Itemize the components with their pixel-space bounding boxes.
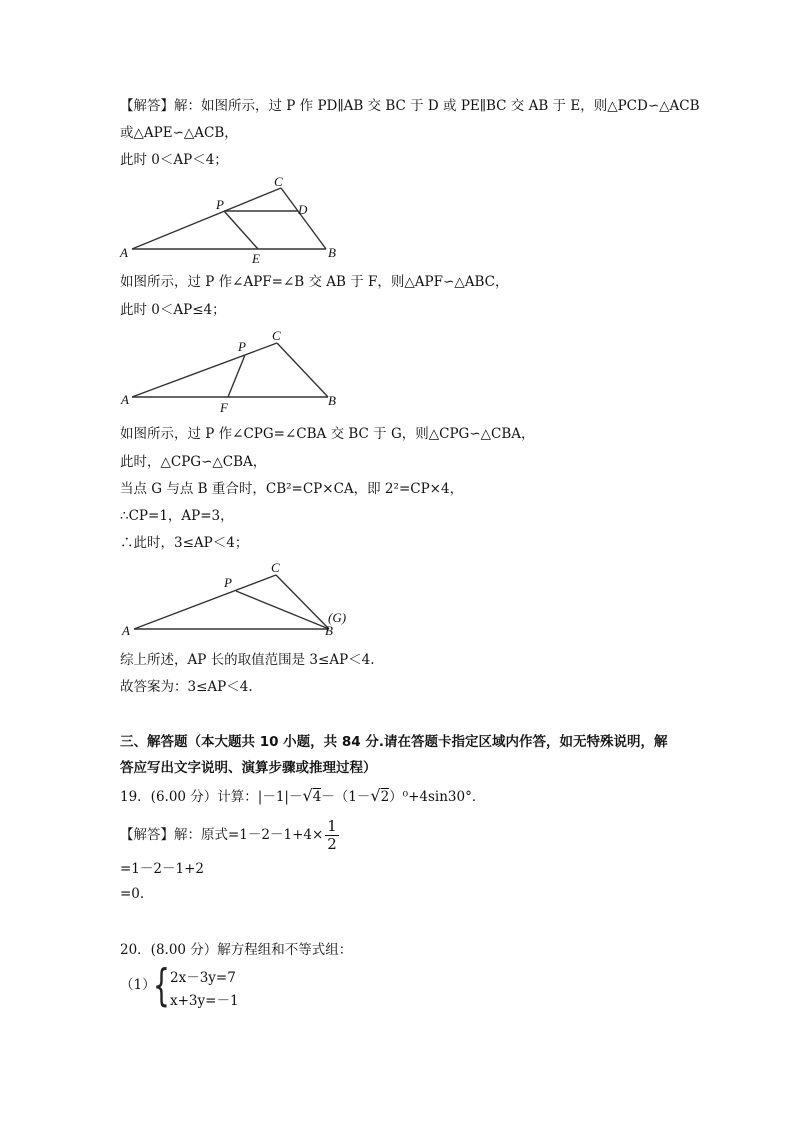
segment-PF xyxy=(228,355,245,397)
label-P: P xyxy=(238,339,246,354)
q19-suffix: ）⁰+4sin30°． xyxy=(389,789,486,805)
label-C: C xyxy=(272,328,281,343)
label-B: B xyxy=(328,245,336,260)
label-P: P xyxy=(224,575,232,590)
segment-CB xyxy=(277,343,328,397)
sqrt-2-radicand: 2 xyxy=(380,789,390,805)
solution-line-5: 此时 0＜AP≤4； xyxy=(120,302,226,318)
label-G: (G) xyxy=(328,610,347,625)
solution-line-3: 此时 0＜AP＜4； xyxy=(120,152,228,168)
segment-PG xyxy=(236,591,329,629)
figure-3-triangle xyxy=(118,560,358,646)
label-A: A xyxy=(121,392,129,407)
q20-part-1-label: （1） xyxy=(120,977,156,993)
sqrt-4: √4 xyxy=(302,786,322,805)
label-C: C xyxy=(274,174,283,189)
label-B: B xyxy=(325,623,333,638)
solution-line-12: 故答案为：3≤AP＜4. xyxy=(120,679,253,695)
solution-line-8: 当点 G 与点 B 重合时，CB²=CP×CA，即 2²=CP×4， xyxy=(120,481,464,497)
q19-prefix: 19．(6.00 分）计算：|－1|－ xyxy=(120,789,303,805)
fraction-numerator: 1 xyxy=(327,817,337,835)
label-F: F xyxy=(220,400,228,415)
section-heading-line-1: 三、解答题（本大题共 10 小题，共 84 分.请在答题卡指定区域内作答，如无特殊说明，解 xyxy=(120,734,668,750)
solution-line-1: 【解答】解：如图所示，过 P 作 PD∥AB 交 BC 于 D 或 PE∥BC 交 AB 于 E，则△PCD∽△ACB xyxy=(120,98,700,114)
segment-AC xyxy=(132,343,277,397)
solution-line-11: 综上所述，AP 长的取值范围是 3≤AP＜4. xyxy=(120,652,375,668)
solution-line-9: ∴CP=1，AP=3， xyxy=(120,508,234,524)
label-A: A xyxy=(122,623,130,638)
label-E: E xyxy=(252,251,260,266)
label-B: B xyxy=(328,393,336,408)
q19-step-1: =1－2－1+2 xyxy=(120,861,204,877)
segment-PE xyxy=(224,211,258,249)
system-equation-1: 2x－3y=7 xyxy=(170,970,236,986)
q19-answer xyxy=(120,818,339,853)
solution-line-4: 如图所示，过 P 作∠APF=∠B 交 AB 于 F，则△APF∽△ABC， xyxy=(120,274,509,290)
label-P: P xyxy=(216,197,224,212)
section-heading-line-2: 答应写出文字说明、演算步骤或推理过程） xyxy=(120,760,377,776)
figure-1-triangle xyxy=(118,174,348,266)
solution-line-7: 此时，△CPG∽△CBA， xyxy=(120,454,267,470)
q19-answer-prefix: 【解答】解：原式=1－2－1+4× xyxy=(120,827,324,843)
question-20-title: 20．(8.00 分）解方程组和不等式组： xyxy=(120,942,353,958)
solution-line-10: ∴此时，3≤AP＜4； xyxy=(120,535,249,551)
system-equation-2: x+3y=－1 xyxy=(170,993,239,1009)
segment-CB xyxy=(281,188,326,249)
fraction-denominator: 2 xyxy=(327,835,337,853)
label-D: D xyxy=(298,202,308,217)
system-brace: { xyxy=(153,960,170,1011)
label-A: A xyxy=(120,245,128,260)
q19-step-2: =0. xyxy=(120,886,145,902)
question-19 xyxy=(120,787,485,806)
solution-line-2: 或△APE∽△ACB， xyxy=(120,125,238,141)
sqrt-4-radicand: 4 xyxy=(312,789,322,805)
figure-2-triangle xyxy=(118,328,348,416)
segment-AC xyxy=(132,188,281,249)
segment-AC xyxy=(134,575,276,629)
segment-CB xyxy=(276,575,329,629)
label-C: C xyxy=(271,560,280,575)
q19-middle: －（1－ xyxy=(321,789,371,805)
fraction-one-half xyxy=(325,818,339,853)
solution-line-6: 如图所示，过 P 作∠CPG=∠CBA 交 BC 于 G，则△CPG∽△CBA， xyxy=(120,426,535,442)
sqrt-2: √2 xyxy=(370,786,390,805)
